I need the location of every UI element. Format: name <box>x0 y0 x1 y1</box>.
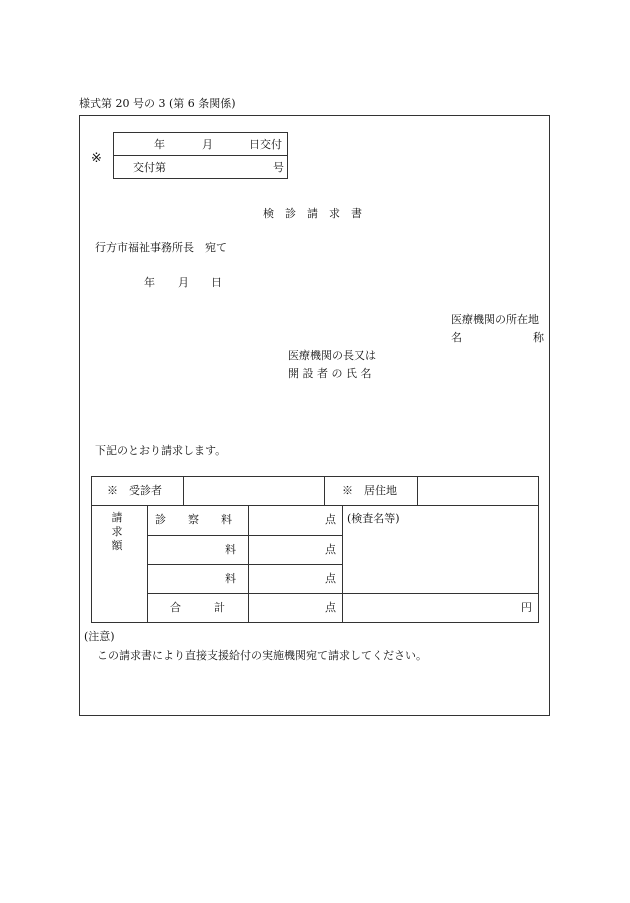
intro-text: 下記のとおり請求します。 <box>95 444 227 457</box>
addressee: 行方市福祉事務所長 宛て <box>95 241 227 254</box>
claim-amount-label <box>110 512 124 554</box>
table-vline-residence-left <box>324 476 325 505</box>
form-frame <box>79 115 550 716</box>
issue-month-label: 月 <box>202 138 213 151</box>
claim-label-char-1: 請 <box>111 511 123 524</box>
row2-item: 料 <box>225 543 236 556</box>
total-unit: 点 <box>325 601 336 614</box>
table-line-header <box>91 505 539 506</box>
table-vline-claim <box>147 505 148 623</box>
row1-item: 診 察 料 <box>155 513 232 526</box>
table-vline-residence-right <box>417 476 418 505</box>
date-month-label: 月 <box>178 276 189 289</box>
issue-box-divider <box>113 155 288 156</box>
patient-label: ※ 受診者 <box>107 484 162 497</box>
table-line-row2 <box>147 564 342 565</box>
date-year-label: 年 <box>144 276 155 289</box>
institution-head-label: 医療機関の長又は <box>288 349 376 362</box>
table-line-row3 <box>147 593 539 594</box>
note-text: この請求書により直接支援給付の実施機関宛て請求してください。 <box>97 649 427 662</box>
row3-item: 料 <box>225 572 236 585</box>
residence-label: ※ 居住地 <box>342 484 397 497</box>
claim-table <box>91 476 539 623</box>
row3-unit: 点 <box>325 572 336 585</box>
claim-label-char-2: 求 <box>111 525 123 538</box>
exam-name-label: (検査名等) <box>347 512 400 525</box>
table-vline-item <box>248 505 249 623</box>
institution-name-label-1: 名 <box>451 331 462 344</box>
yen-unit: 円 <box>521 601 532 614</box>
form-number-label: 様式第 20 号の 3 (第 6 条関係) <box>79 97 236 110</box>
total-label: 合 計 <box>170 601 225 614</box>
row2-unit: 点 <box>325 543 336 556</box>
institution-founder-label: 開 設 者 の 氏 名 <box>288 367 372 380</box>
issue-number-prefix: 交付第 <box>133 161 166 174</box>
issue-day-label: 日交付 <box>249 138 282 151</box>
note-heading: (注意) <box>84 630 115 643</box>
issue-number-suffix: 号 <box>273 161 284 174</box>
table-line-row1 <box>147 535 342 536</box>
issue-year-label: 年 <box>154 138 165 151</box>
document-title: 検 診 請 求 書 <box>263 207 362 220</box>
kome-mark: ※ <box>91 151 102 166</box>
table-vline-points <box>342 505 343 623</box>
date-day-label: 日 <box>211 276 222 289</box>
claim-label-char-3: 額 <box>111 539 123 552</box>
row1-unit: 点 <box>325 513 336 526</box>
institution-address-label: 医療機関の所在地 <box>451 313 539 326</box>
table-vline-patient <box>183 476 184 505</box>
institution-name-label-2: 称 <box>533 331 544 344</box>
